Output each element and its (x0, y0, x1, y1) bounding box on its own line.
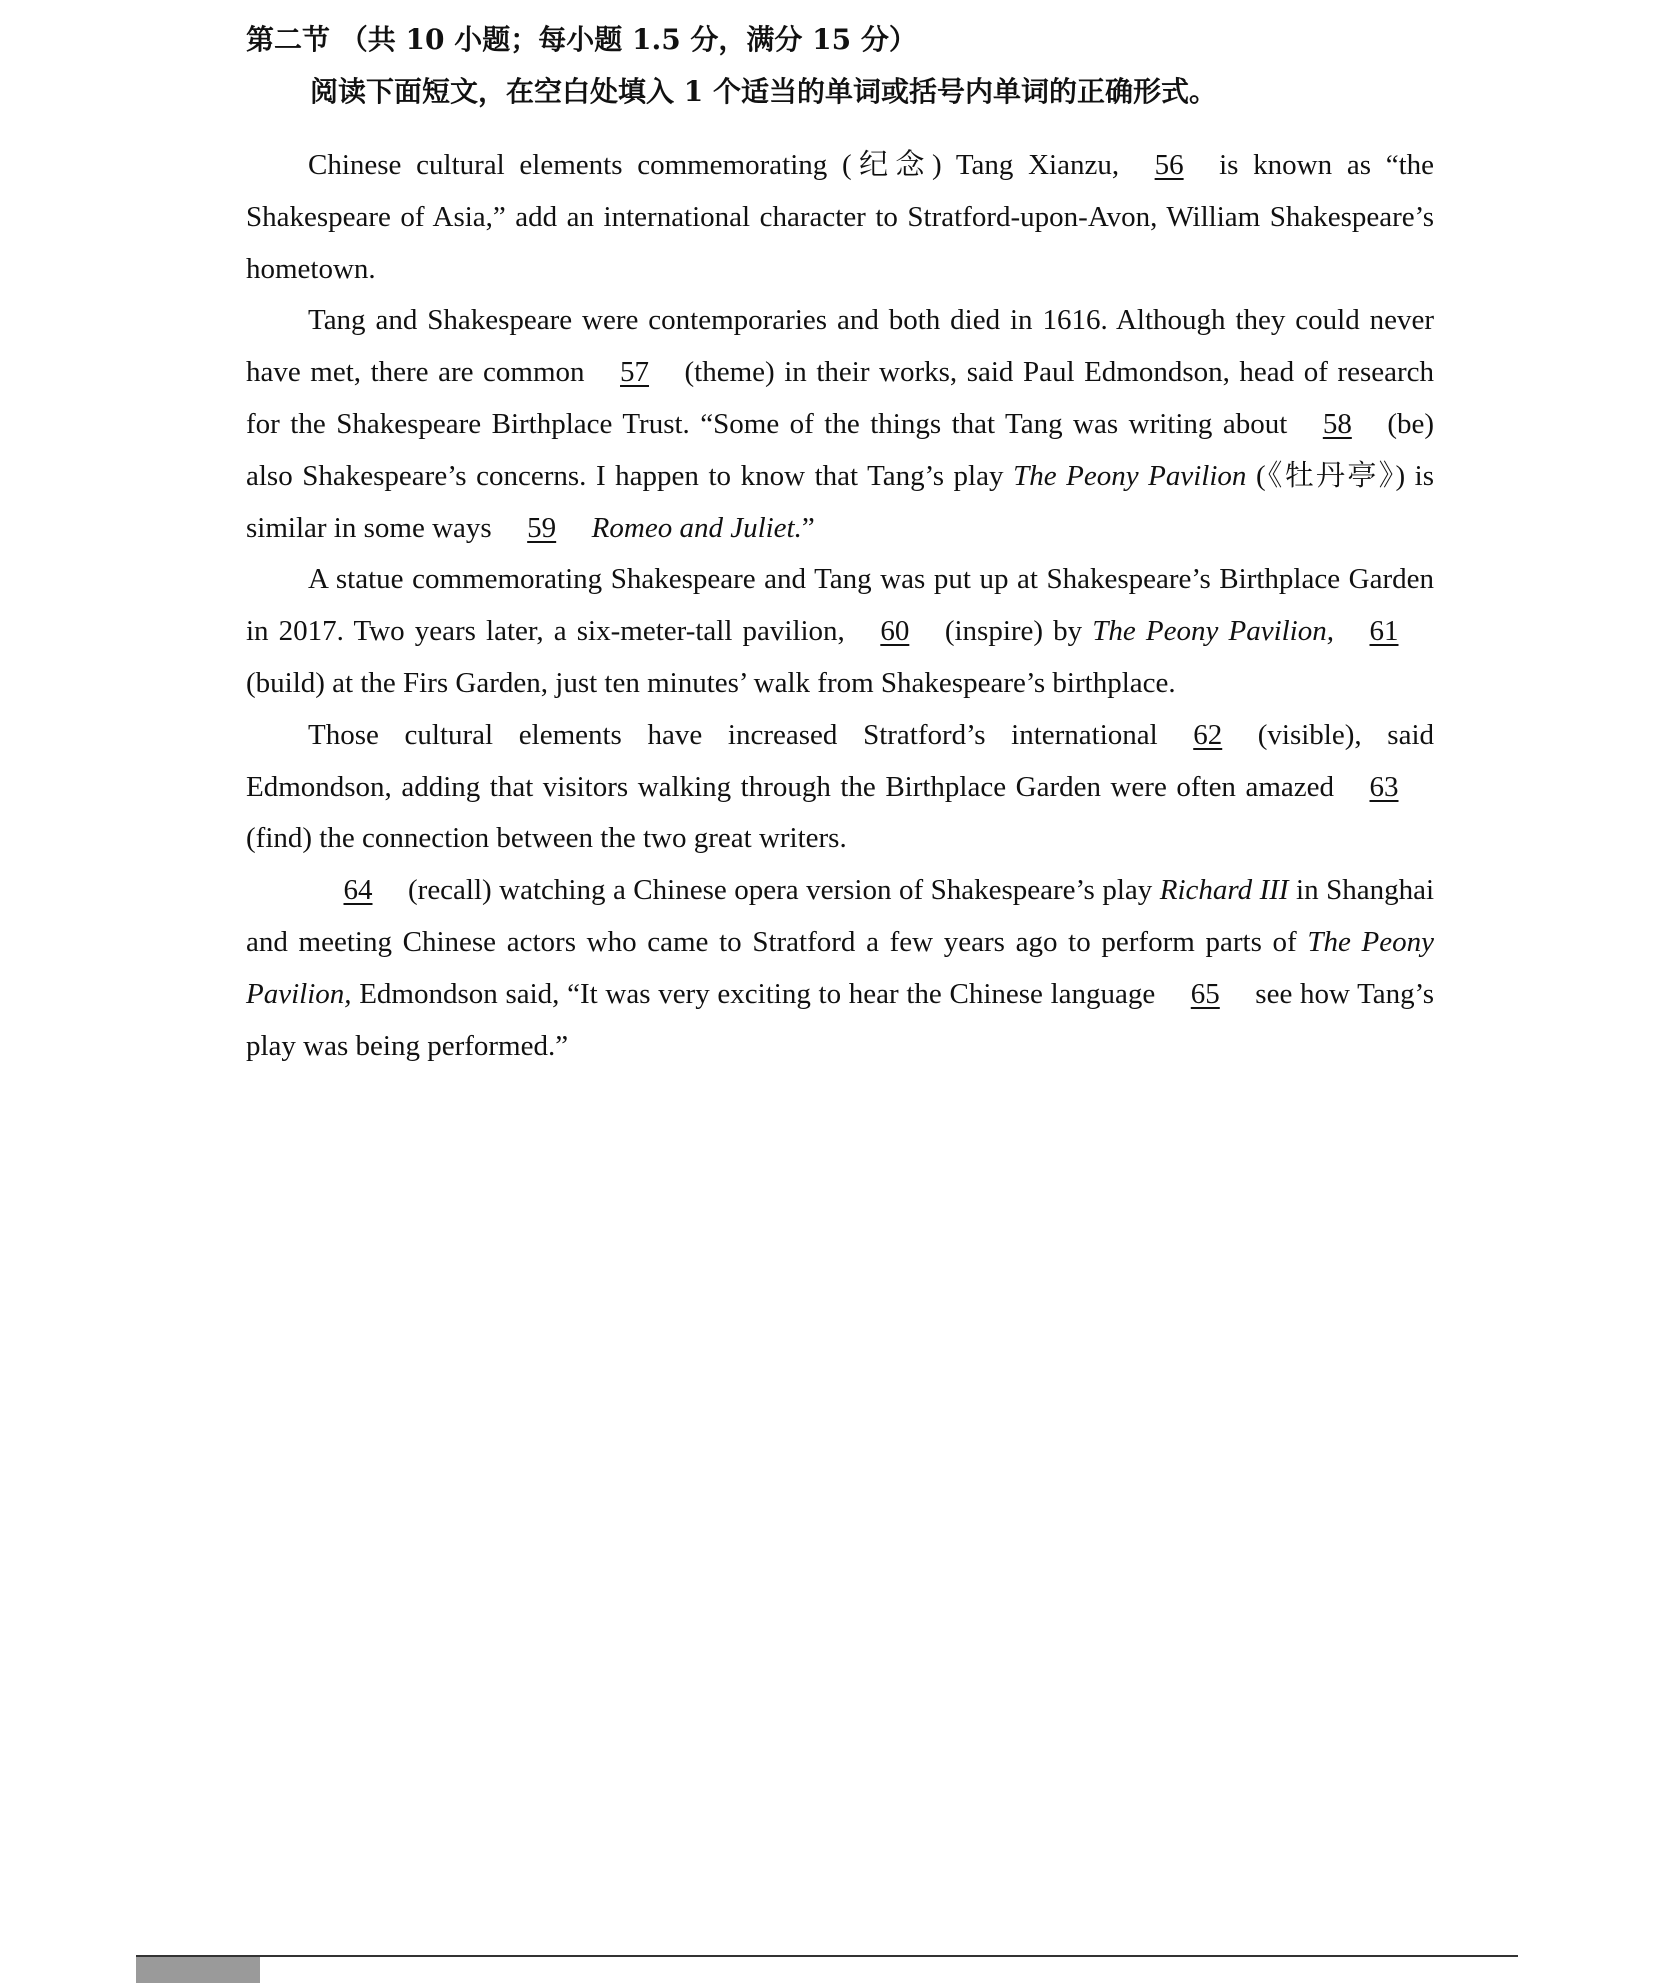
text: (《牡丹亭》) is similar in some ways (246, 459, 1434, 544)
section-header: 第二节 （共 10 小题；每小题 1.5 分，满分 15 分） (246, 23, 917, 56)
text: Those cultural elements have increased Stratford’s international (308, 718, 1158, 751)
play-title: Richard III (1159, 874, 1289, 907)
text: is known as “the Shakespeare of Asia,” add an international character to Stratford-upon-Avon, William Shakespeare’s hometown. (246, 149, 1434, 285)
paragraph-1 (246, 140, 1434, 295)
blank-57: 57 (620, 356, 650, 389)
text: in Shanghai and meeting Chinese actors who came to Stratford a few years ago to perform parts of (246, 874, 1435, 958)
text: (find) the connection between the two great writers. (246, 822, 847, 855)
text: ” (801, 511, 815, 544)
text: A statue commemorating Shakespeare and Tang was put up at Shakespeare’s Birthplace Garden in 2017. Two years later, a six-meter-tall pavilion, (246, 563, 1434, 648)
play-title: The Peony Pavilion, (246, 925, 1434, 1010)
text: (be) also Shakespeare’s concerns. I happen to know that Tang’s play (246, 407, 1434, 492)
text: (recall) watching a Chinese opera version of Shakespeare’s play (408, 874, 1153, 907)
play-title: Romeo and Juliet. (591, 511, 802, 544)
text: Chinese cultural elements commemorating (纪念) Tang Xianzu, (308, 149, 1120, 181)
paragraph-3 (246, 554, 1434, 709)
paragraph-2 (246, 295, 1434, 554)
blank-64: 64 (343, 874, 373, 907)
blank-56: 56 (1154, 149, 1184, 181)
text: Tang and Shakespeare were contemporaries and both died in 1616. Although they could never have met, there are common (246, 304, 1434, 389)
play-title: The Peony Pavilion (1013, 459, 1247, 492)
blank-62: 62 (1193, 718, 1223, 751)
text: Edmondson said, “It was very exciting to hear the Chinese language (359, 977, 1156, 1010)
text: (build) at the Firs Garden, just ten minutes’ walk from Shakespeare’s birthplace. (246, 666, 1176, 699)
paragraph-5 (246, 865, 1434, 1072)
footer-page-tab (136, 1957, 260, 1983)
text: (theme) in their works, said Paul Edmondson, head of research for the Shakespeare Birthplace Trust. “Some of the things that Tang was writing about (246, 356, 1434, 440)
play-title: The Peony Pavilion, (1092, 615, 1334, 648)
text: see how Tang’s play was being performed.” (246, 977, 1435, 1062)
text: (inspire) by (944, 615, 1083, 648)
footer-rule (136, 1955, 1518, 1957)
paragraph-4 (246, 710, 1434, 865)
blank-60: 60 (880, 615, 910, 648)
blank-58: 58 (1322, 407, 1352, 440)
blank-61: 61 (1369, 615, 1399, 648)
blank-65: 65 (1190, 977, 1220, 1010)
text: (visible), said Edmondson, adding that visitors walking through the Birthplace Garden were often amazed (246, 718, 1435, 803)
cloze-passage (246, 140, 1434, 1072)
blank-63: 63 (1369, 770, 1399, 803)
blank-59: 59 (527, 511, 557, 544)
section-instruction: 阅读下面短文，在空白处填入 1 个适当的单词或括号内单词的正确形式。 (310, 75, 1217, 108)
